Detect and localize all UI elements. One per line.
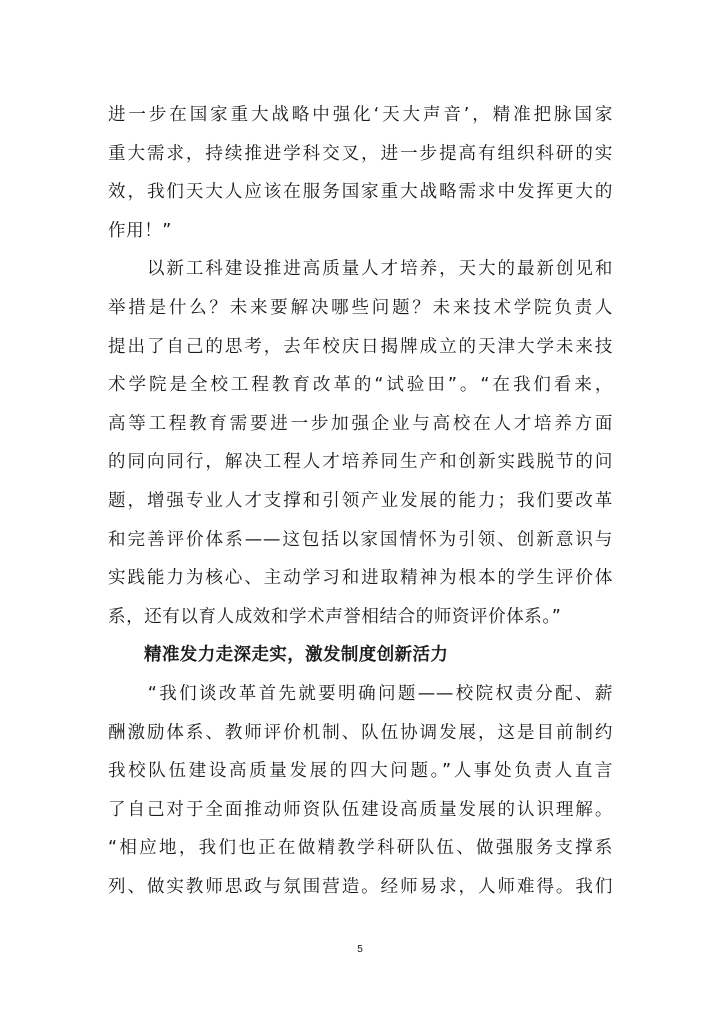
text-line: 我校队伍建设高质量发展的四大问题。”人事处负责人直言 (108, 761, 613, 782)
text-line: 高等工程教育需要进一步加强企业与高校在人才培养方面 (108, 413, 613, 434)
text-line: 举措是什么？未来要解决哪些问题？未来技术学院负责人 (108, 297, 613, 318)
text-line: 系，还有以育人成效和学术声誉相结合的师资评价体系。” (108, 606, 562, 627)
text-line: 重大需求，持续推进学科交叉，进一步提高有组织科研的实 (108, 143, 613, 164)
text-line: 效，我们天大人应该在服务国家重大战略需求中发挥更大的 (108, 182, 613, 203)
text-line: 实践能力为核心、主动学习和进取精神为根本的学生评价体 (108, 568, 613, 589)
text-line: 列、做实教师思政与氛围营造。经师易求，人师难得。我们 (108, 876, 613, 897)
text-line: “相应地，我们也正在做精教学科研队伍、做强服务支撑系 (108, 838, 613, 859)
text-line: 酬激励体系、教师评价机制、队伍协调发展，这是目前制约 (108, 722, 613, 743)
text-line: 术学院是全校工程教育改革的“试验田”。“在我们看来， (108, 375, 613, 396)
text-line: 题，增强专业人才支撑和引领产业发展的能力；我们要改革 (108, 490, 613, 511)
page-number: 5 (357, 944, 363, 955)
text-line: 和完善评价体系——这包括以家国情怀为引领、创新意识与 (108, 529, 613, 550)
body-text (108, 96, 613, 906)
text-line: “我们谈改革首先就要明确问题——校院权责分配、薪 (108, 683, 613, 704)
text-line: 了自己对于全面推动师资队伍建设高质量发展的认识理解。 (108, 799, 613, 820)
text-line: 的同向同行，解决工程人才培养同生产和创新实践脱节的问 (108, 452, 613, 473)
text-line: 进一步在国家重大战略中强化‘天大声音’，精准把脉国家 (108, 105, 613, 125)
section-heading: 精准发力走深走实，激发制度创新活力 (144, 645, 449, 666)
text-line: 以新工科建设推进高质量人才培养，天大的最新创见和 (108, 259, 613, 280)
text-line: 提出了自己的思考，去年校庆日揭牌成立的天津大学未来技 (108, 336, 613, 357)
text-line: 作用！” (108, 220, 172, 241)
